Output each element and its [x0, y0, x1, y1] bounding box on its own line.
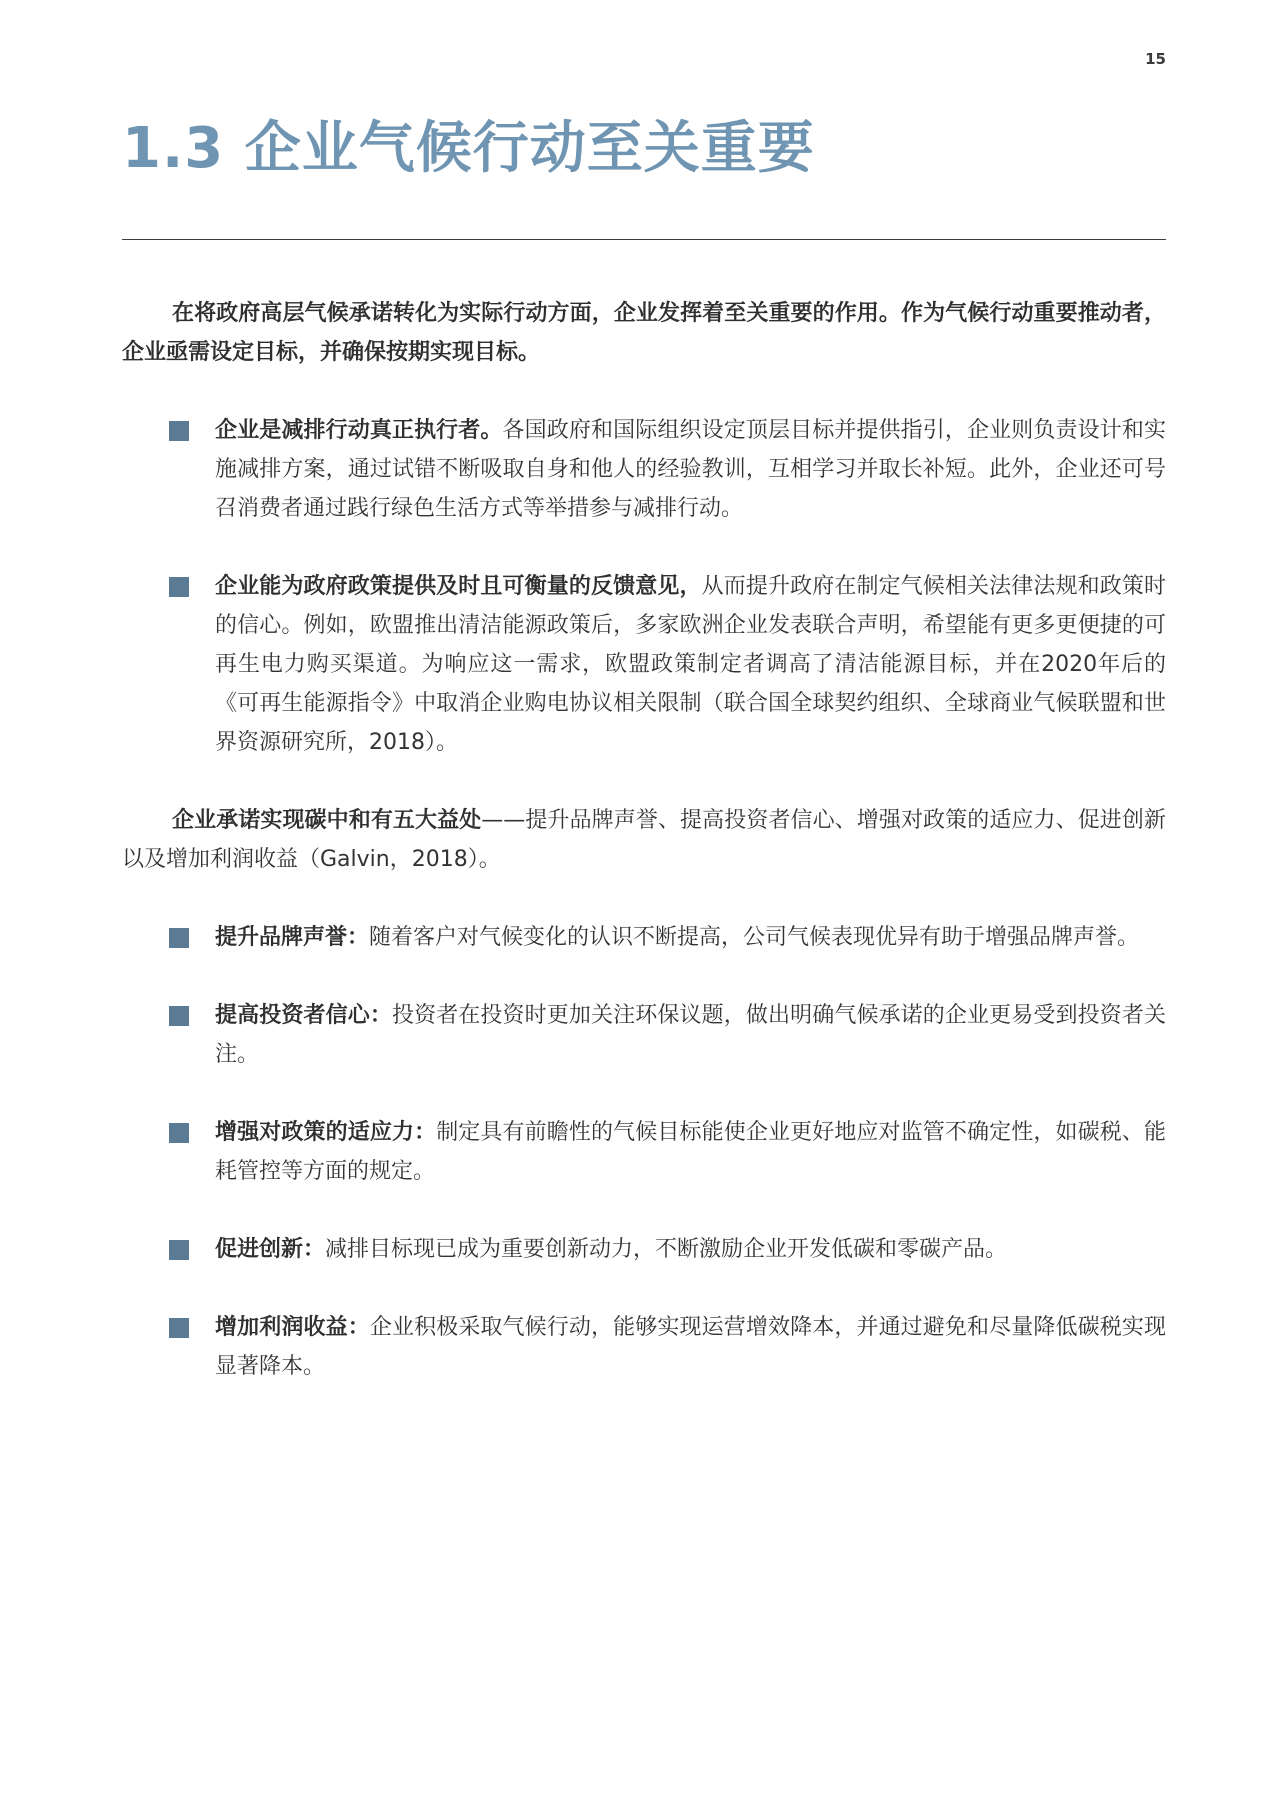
list-item [122, 918, 1166, 957]
square-bullet-icon [169, 1123, 189, 1143]
bullet-text: 各国政府和国际组织设定顶层目标并提供指引，企业则负责设计和实施减排方案，通过试错不断吸取自身和他人的经验教训，互相学习并取长补短。此外，企业还可号召消费者通过践行绿色生活方式等举措参与减排行动。 [215, 418, 1166, 521]
bullet-lead: 促进创新： [215, 1237, 326, 1262]
title-divider [122, 239, 1166, 240]
square-bullet-icon [169, 928, 189, 948]
square-bullet-icon [169, 1006, 189, 1026]
benefits-lead: 企业承诺实现碳中和有五大益处 [172, 808, 482, 833]
bullet-text: 企业积极采取气候行动，能够实现运营增效降本，并通过避免和尽量降低碳税实现显著降本。 [215, 1315, 1166, 1379]
bullet-text: 投资者在投资时更加关注环保议题，做出明确气候承诺的企业更易受到投资者关注。 [215, 1003, 1166, 1067]
bullet-text: 随着客户对气候变化的认识不断提高，公司气候表现优异有助于增强品牌声誉。 [369, 925, 1140, 950]
bullet-lead: 提升品牌声誉： [215, 925, 370, 950]
list-item [122, 1308, 1166, 1386]
bullet-lead: 增加利润收益： [215, 1315, 370, 1340]
square-bullet-icon [169, 421, 189, 441]
page-content [122, 294, 1166, 1386]
bullet-lead: 企业能为政府政策提供及时且可衡量的反馈意见， [215, 574, 702, 599]
square-bullet-icon [169, 1240, 189, 1260]
bullet-text: 从而提升政府在制定气候相关法律法规和政策时的信心。例如，欧盟推出清洁能源政策后，多家欧洲企业发表联合声明，希望能有更多更便捷的可再生电力购买渠道。为响应这一需求，欧盟政策制定者调高了清洁能源目标，并在2020年后的《可再生能源指令》中取消企业购电协议相关限制（联合国全球契约组织、全球商业气候联盟和世界资源研究所，2018）。 [215, 574, 1166, 755]
bullet-text: 制定具有前瞻性的气候目标能使企业更好地应对监管不确定性，如碳税、能耗管控等方面的规定。 [215, 1120, 1166, 1184]
intro-paragraph: 在将政府高层气候承诺转化为实际行动方面，企业发挥着至关重要的作用。作为气候行动重要推动者，企业亟需设定目标，并确保按期实现目标。 [122, 301, 1166, 365]
bullet-list-roles [122, 411, 1166, 762]
bullet-lead: 提高投资者信心： [215, 1003, 392, 1028]
list-item [122, 996, 1166, 1074]
bullet-list-benefits [122, 918, 1166, 1386]
list-item [122, 1230, 1166, 1269]
bullet-lead: 增强对政策的适应力： [215, 1120, 437, 1145]
square-bullet-icon [169, 577, 189, 597]
bullet-text: 减排目标现已成为重要创新动力，不断激励企业开发低碳和零碳产品。 [325, 1237, 1008, 1262]
benefits-text: ——提升品牌声誉、提高投资者信心、增强对政策的适应力、促进创新以及增加利润收益（Galvin，2018）。 [122, 808, 1166, 872]
page-number: 15 [1145, 50, 1166, 68]
list-item [122, 1113, 1166, 1191]
list-item [122, 567, 1166, 762]
bullet-lead: 企业是减排行动真正执行者。 [215, 418, 503, 443]
square-bullet-icon [169, 1318, 189, 1338]
list-item [122, 411, 1166, 528]
section-title: 1.3 企业气候行动至关重要 [122, 116, 815, 181]
benefits-paragraph [122, 801, 1166, 879]
